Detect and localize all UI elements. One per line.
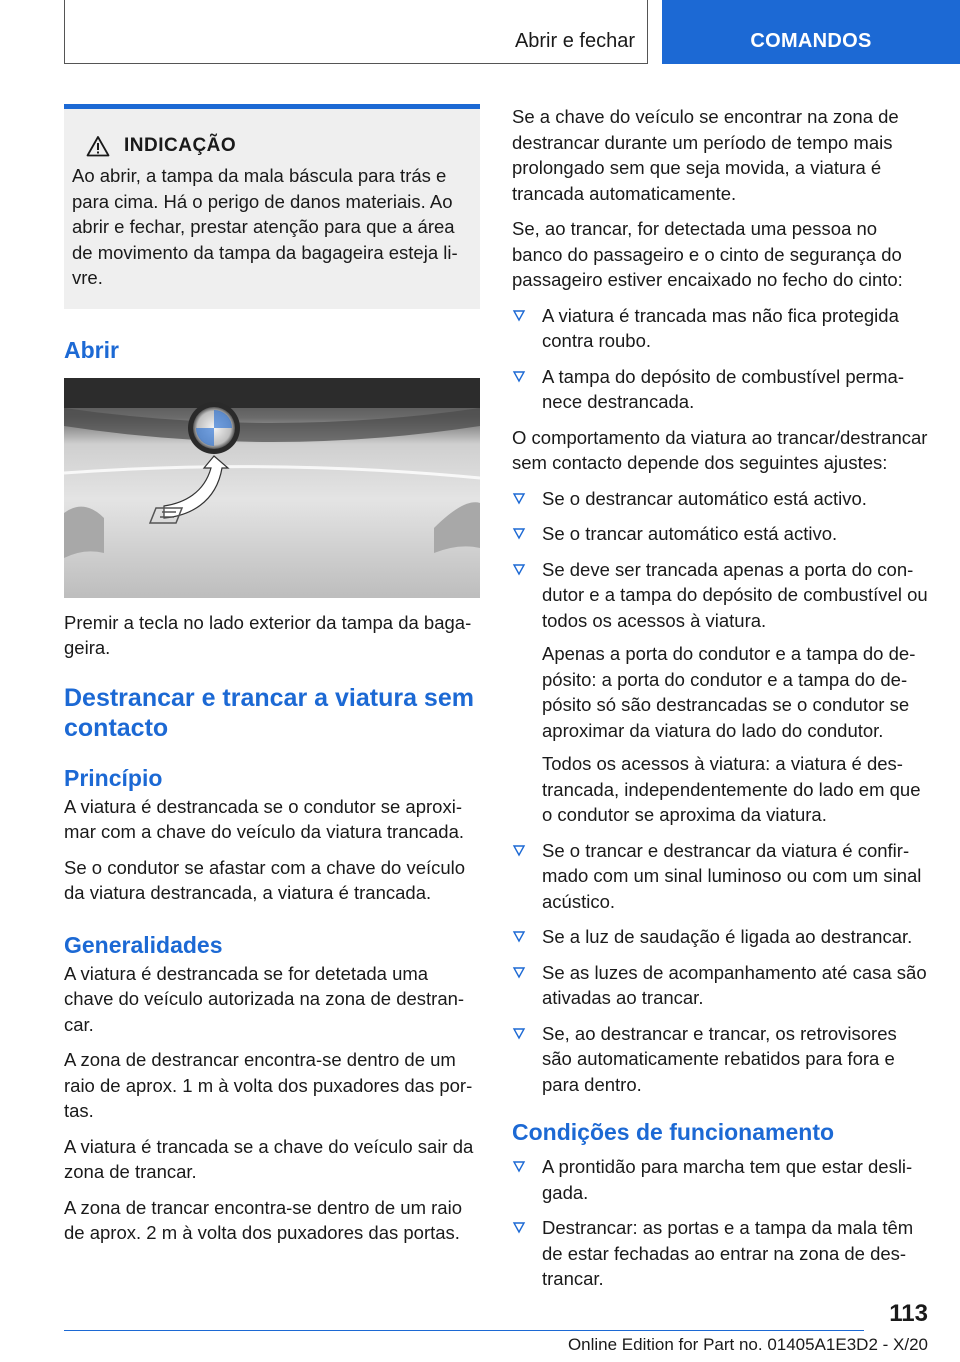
list-item: Se deve ser trancada apenas a porta do condutor e a tampa do depósito de combustível ou todos os acessos à viatura. Apenas a porta do condutor e a tampa do depósito: a porta do condutor e a tampa do depósito só são destrancadas se o condutor se aproximar da viatura do lado do condutor. Todos os acessos à viatura: a viatura é destrancada, independentemente do lado em que o condutor se aproxima da viatura. <box>512 557 928 828</box>
list-item: Se a luz de saudação é ligada ao destrancar. <box>512 924 928 950</box>
all-doors-text: Todos os acessos à viatura: a viatura é destrancada, independentemente do lado em que o condutor se aproxima da viatura. <box>542 753 921 825</box>
principle-p1: A viatura é destrancada se o condutor se aproximar com a chave do veículo da viatura trancada. <box>64 795 465 842</box>
list-item: Se o destrancar automático está activo. <box>512 486 928 512</box>
triangle-bullet-icon <box>512 960 526 985</box>
comfort-access-heading: Destrancar e trancar a viatura sem contacto <box>64 683 474 742</box>
triangle-bullet-icon <box>512 364 526 389</box>
list-item: A prontidão para marcha tem que estar desligada. <box>512 1154 928 1205</box>
triangle-bullet-icon <box>512 303 526 328</box>
warning-header <box>86 135 470 157</box>
driver-door-only-text: Apenas a porta do condutor e a tampa do depósito: a porta do condutor e a tampa do depósito só são destrancadas se o condutor se aproximar da viatura do lado do condutor. <box>542 643 916 741</box>
header-frame <box>64 0 648 64</box>
abrir-heading: Abrir <box>64 336 119 363</box>
conditions-list <box>512 1154 928 1292</box>
triangle-bullet-icon <box>512 1215 526 1240</box>
footer-edition: Online Edition for Part no. 01405A1E3D2 - X/20 <box>567 1335 928 1354</box>
general-p2: A zona de destrancar encontra-se dentro de um raio de aprox. 1 m à volta dos puxadores das portas. <box>64 1049 473 1121</box>
passenger-list <box>512 303 928 415</box>
chapter-tab <box>662 0 960 64</box>
list-item: Se o trancar e destrancar da viatura é confirmado com um sinal luminoso ou com um sinal acústico. <box>512 838 928 915</box>
abrir-caption: Premir a tecla no lado exterior da tampa da bagageira. <box>64 611 472 658</box>
principle-p2: Se o condutor se afastar com a chave do veículo da viatura destrancada, a viatura é trancada. <box>64 856 466 903</box>
list-item: Se o trancar automático está activo. <box>512 521 928 547</box>
general-heading: Generalidades <box>64 931 223 958</box>
left-column <box>64 104 480 1256</box>
footer-rule <box>64 1330 864 1331</box>
triangle-bullet-icon <box>512 924 526 949</box>
principle-heading: Princípio <box>64 764 163 791</box>
chapter-title: COMANDOS <box>750 30 872 52</box>
tailgate-button-photo <box>64 378 480 598</box>
warning-title: INDICAÇÃO <box>124 135 237 156</box>
right-column <box>512 104 928 1302</box>
list-item: Se as luzes de acompanhamento até casa são ativadas ao trancar. <box>512 960 928 1011</box>
list-item: A viatura é trancada mas não fica protegida contra roubo. <box>512 303 928 354</box>
conditions-heading: Condições de funcionamento <box>512 1119 835 1145</box>
warning-triangle-icon <box>86 135 110 157</box>
triangle-bullet-icon <box>512 557 526 582</box>
warning-text: Ao abrir, a tampa da mala báscula para trás e para cima. Há o perigo de danos materiais. Ao abrir e fechar, prestar atenção para que a área de movimento da tampa da bagageira esteja livre. <box>72 165 458 288</box>
section-title: Abrir e fechar <box>514 30 635 52</box>
general-p1: A viatura é destrancada se for detetada uma chave do veículo autorizada na zona de destrancar. <box>64 962 465 1035</box>
list-item: Destrancar: as portas e a tampa da mala têm de estar fechadas ao entrar na zona de destrancar. <box>512 1215 928 1292</box>
list-item: Se, ao destrancar e trancar, os retrovisores são automaticamente rebatidos para fora e para dentro. <box>512 1021 928 1098</box>
settings-list <box>512 486 928 1098</box>
triangle-bullet-icon <box>512 1021 526 1046</box>
page-number: 113 <box>889 1300 928 1327</box>
triangle-bullet-icon <box>512 486 526 511</box>
triangle-bullet-icon <box>512 838 526 863</box>
triangle-bullet-icon <box>512 1154 526 1179</box>
list-item: A tampa do depósito de combustível permanece destrancada. <box>512 364 928 415</box>
general-p3: A viatura é trancada se a chave do veículo sair da zona de trancar. <box>64 1135 474 1182</box>
auto-lock-paragraph: Se a chave do veículo se encontrar na zona de destrancar durante um período de tempo mais prolongado sem que seja movida, a viatura é trancada automaticamente. <box>512 106 899 204</box>
passenger-paragraph: Se, ao trancar, for detectada uma pessoa no banco do passageiro e o cinto de segurança do passageiro estiver encaixado no fecho do cinto: <box>512 218 903 290</box>
warning-box <box>64 104 480 309</box>
general-p4: A zona de trancar encontra-se dentro de um raio de aprox. 2 m à volta dos puxadores das portas. <box>64 1196 462 1243</box>
settings-paragraph: O comportamento da viatura ao trancar/destrancar sem contacto depende dos seguintes ajustes: <box>512 426 928 473</box>
triangle-bullet-icon <box>512 521 526 546</box>
